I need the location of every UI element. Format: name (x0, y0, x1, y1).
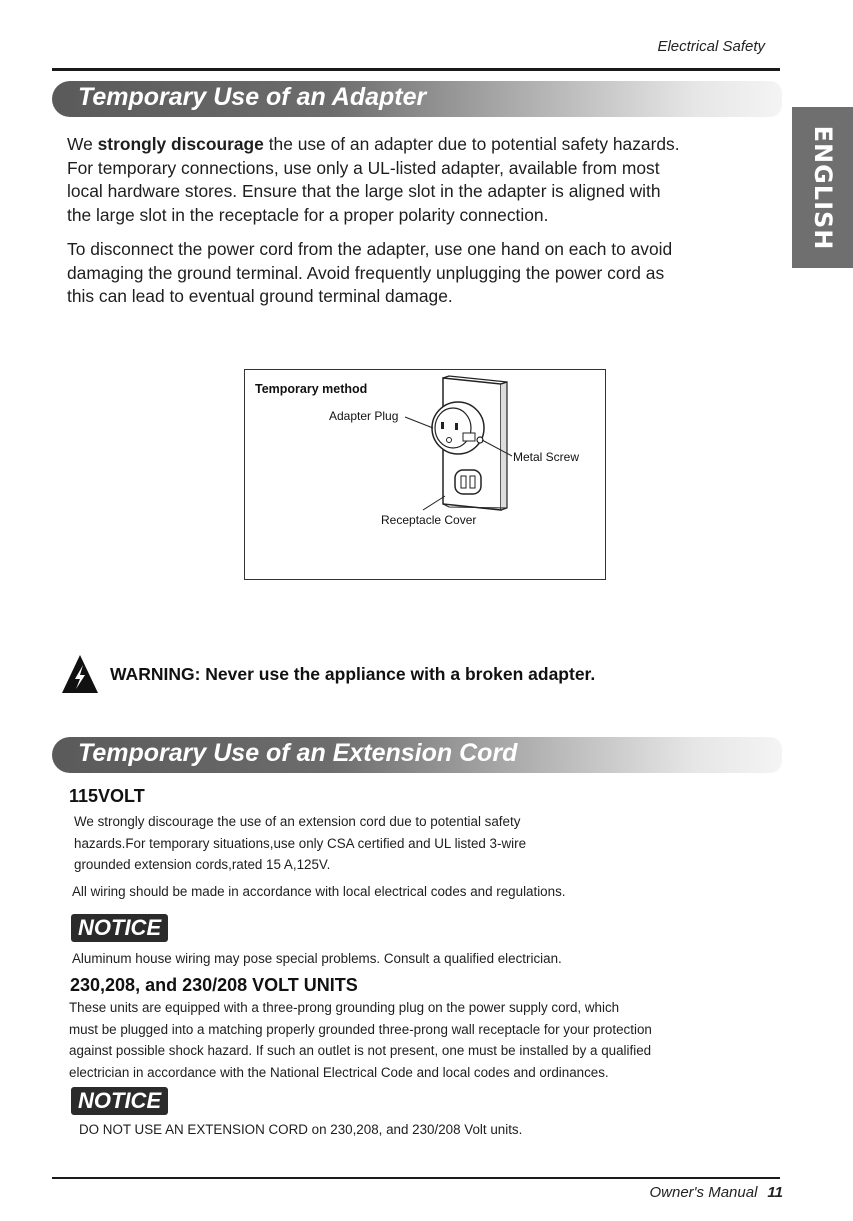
notice-badge-1: NOTICE (71, 914, 168, 942)
warning-text: WARNING: Never use the appliance with a broken adapter. (110, 664, 596, 684)
p1-line-1: For temporary connections, use only a UL-listed adapter, available from most (67, 157, 660, 178)
label-adapter-plug: Adapter Plug (329, 409, 399, 423)
p1-line-2: local hardware stores. Ensure that the large slot in the adapter is aligned with (67, 181, 661, 201)
extension-paragraph-3 (69, 997, 652, 1083)
section-title-adapter: Temporary Use of an Adapter (78, 83, 427, 111)
subhead-230-volt-units: 230,208, and 230/208 VOLT UNITS (70, 975, 358, 995)
notice-1-text: Aluminum house wiring may pose special problems. Consult a qualified electrician. (72, 951, 562, 966)
extension-paragraph-1 (74, 811, 526, 876)
page-number: 11 (767, 1184, 783, 1201)
language-tab-label: ENGLISH (808, 125, 837, 250)
p2-line-2: this can lead to eventual ground terminal damage. (67, 286, 453, 306)
adapter-paragraph-2 (67, 238, 787, 309)
notice-2-text: DO NOT USE AN EXTENSION CORD on 230,208, and 230/208 Volt units. (79, 1122, 523, 1137)
label-receptacle-cover: Receptacle Cover (381, 513, 477, 527)
footer (650, 1184, 784, 1201)
section-title-extension-cord: Temporary Use of an Extension Cord (78, 739, 518, 767)
ext-p1-line-1: hazards.For temporary situations,use only CSA certified and UL listed 3-wire (74, 835, 527, 851)
warning-shock-icon (61, 653, 99, 695)
p1-prefix: We (67, 134, 93, 154)
language-tab (792, 107, 853, 268)
label-metal-screw: Metal Screw (513, 450, 580, 464)
ext-p1-line-2: grounded extension cords,rated 15 A,125V. (74, 857, 331, 872)
p2-line-0: To disconnect the power cord from the adapter, use one hand on each to avoid (67, 239, 673, 259)
notice-badge-2: NOTICE (71, 1087, 168, 1115)
extension-paragraph-2: All wiring should be made in accordance with local electrical codes and regulations. (72, 884, 566, 899)
wall-outlet-illustration (245, 370, 607, 581)
adapter-diagram (244, 369, 606, 580)
diagram-title: Temporary method (255, 382, 368, 396)
ext-p3-line-0: These units are equipped with a three-prong grounding plug on the power supply cord, which (69, 1000, 620, 1015)
p1-line-0: the use of an adapter due to potential safety hazards. (268, 134, 680, 154)
section-banner-extension-cord (52, 737, 782, 773)
footer-rule (52, 1177, 780, 1179)
footer-manual-label: Owner's Manual (649, 1184, 758, 1201)
ext-p3-line-1: must be plugged into a matching properly grounded three-prong wall receptacle for your protection (69, 1021, 652, 1037)
adapter-paragraph-1 (67, 133, 787, 227)
section-banner-adapter (52, 81, 782, 117)
ext-p3-line-3: electrician in accordance with the National Electrical Code and local codes and ordinances. (69, 1064, 609, 1080)
ext-p3-line-2: against possible shock hazard. If such an outlet is not present, one must be installed by a qualified (69, 1043, 652, 1059)
p2-line-1: damaging the ground terminal. Avoid frequently unplugging the power cord as (67, 262, 665, 283)
p1-bold: strongly discourage (97, 134, 264, 154)
subhead-115volt: 115VOLT (69, 786, 145, 806)
p1-line-3: the large slot in the receptacle for a proper polarity connection. (67, 204, 549, 225)
header-rule (52, 68, 780, 71)
header-title: Electrical Safety (657, 38, 765, 55)
ext-p1-line-0: We strongly discourage the use of an extension cord due to potential safety (74, 814, 521, 829)
